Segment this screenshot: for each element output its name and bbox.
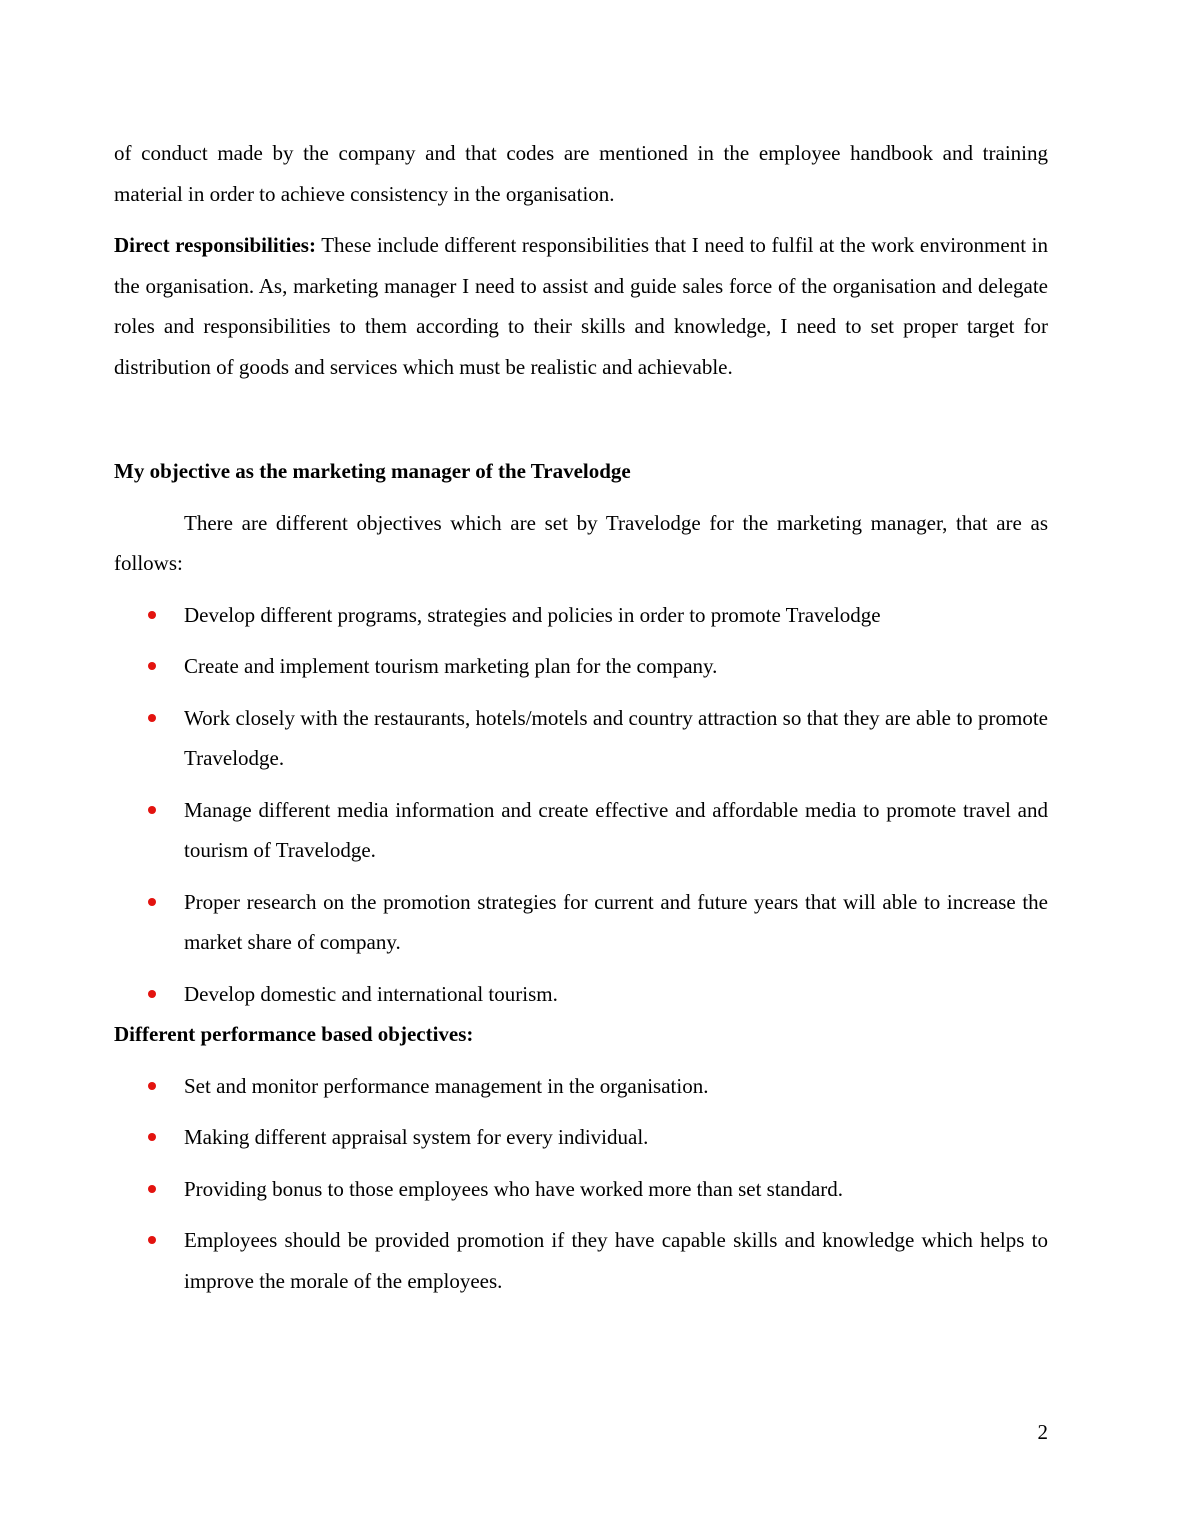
bullet-icon: [148, 1082, 156, 1090]
list-item-text: Develop different programs, strategies and policies in order to promote Travelodge: [184, 602, 881, 627]
list-item: [114, 646, 1048, 687]
bullet-icon: [148, 662, 156, 670]
list-item: [114, 698, 1048, 779]
heading-performance-objectives: Different performance based objectives:: [114, 1022, 474, 1046]
document-page: [114, 133, 1048, 1301]
list-item-text: Proper research on the promotion strategies for current and future years that will able to increase the market share of company.: [184, 889, 1048, 954]
bullet-icon: [148, 1236, 156, 1244]
list-item: [114, 790, 1048, 871]
direct-responsibilities-label: Direct responsibilities:: [114, 233, 316, 257]
list-item: [114, 1220, 1048, 1301]
list-item-text: Making different appraisal system for every individual.: [184, 1125, 649, 1149]
list-item: [114, 1117, 1048, 1158]
heading-objectives: My objective as the marketing manager of the Travelodge: [114, 459, 631, 483]
direct-responsibilities-text: These include different responsibilities that I need to fulfil at the work environment in the organisation. As, marketing manager I need to assist and guide sales force of the organisation and delegate roles and responsibilities to them according to their skills and knowledge, I need to set proper target for distribution of goods and services which must be realistic and achievable.: [114, 233, 1048, 379]
list-item: [114, 1066, 1048, 1107]
list-item: [114, 882, 1048, 963]
list-item-text: Employees should be provided promotion if they have capable skills and knowledge which helps to improve the morale of the employees.: [184, 1228, 1048, 1293]
paragraph-code-of-conduct: of conduct made by the company and that codes are mentioned in the employee handbook and training material in order to achieve consistency in the organisation.: [114, 141, 1048, 206]
bullet-icon: [148, 611, 156, 619]
bullet-icon: [148, 806, 156, 814]
paragraph-objectives-intro: There are different objectives which are set by Travelodge for the marketing manager, that are as follows:: [114, 510, 1048, 575]
bullet-icon: [148, 714, 156, 722]
list-item-text: Develop domestic and international tourism.: [184, 981, 558, 1006]
list-item: [114, 1169, 1048, 1210]
bullet-icon: [148, 1133, 156, 1141]
list-item-text: Set and monitor performance management in the organisation.: [184, 1073, 709, 1098]
list-item-text: Work closely with the restaurants, hotels/motels and country attraction so that they are able to promote Travelodge.: [184, 705, 1048, 770]
bullet-icon: [148, 898, 156, 906]
list-item: [114, 595, 1048, 636]
list-item-text: Manage different media information and create effective and affordable media to promote travel and tourism of Travelodge.: [184, 797, 1048, 862]
list-item: [114, 974, 1048, 1015]
paragraph-direct-responsibilities: [114, 225, 1048, 387]
bullet-icon: [148, 990, 156, 998]
page-number: 2: [1037, 1420, 1048, 1444]
list-item-text: Providing bonus to those employees who have worked more than set standard.: [184, 1176, 844, 1201]
list-item-text: Create and implement tourism marketing plan for the company.: [184, 654, 718, 678]
performance-objectives-list: [114, 1066, 1048, 1302]
bullet-icon: [148, 1185, 156, 1193]
objectives-list: [114, 595, 1048, 1015]
